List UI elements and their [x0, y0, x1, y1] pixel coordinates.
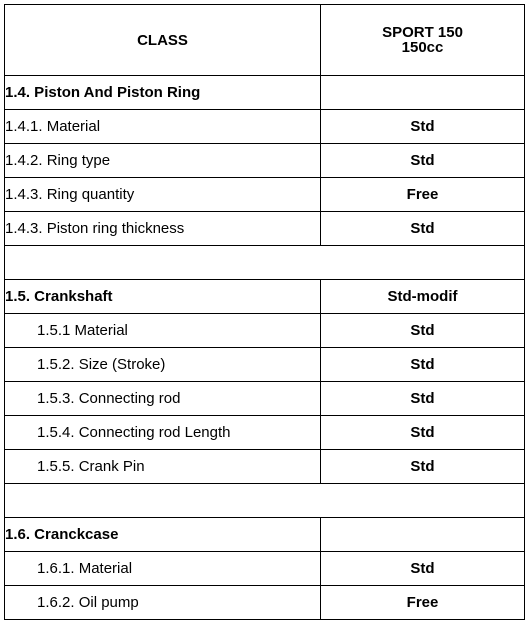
section-title: 1.6. Cranckcase	[5, 518, 321, 552]
section-title: 1.5. Crankshaft	[5, 280, 321, 314]
section-value	[321, 76, 525, 110]
item-value: Std	[321, 144, 525, 178]
header-row	[5, 5, 525, 76]
section-value	[321, 518, 525, 552]
item-value: Std	[321, 212, 525, 246]
model-cell	[321, 5, 525, 76]
section-row	[5, 518, 525, 552]
model-name: SPORT 150	[382, 24, 463, 41]
item-label: 1.5.5. Crank Pin	[5, 450, 321, 484]
spacer-cell	[5, 484, 525, 518]
table-row	[5, 314, 525, 348]
table-row	[5, 212, 525, 246]
section-title: 1.4. Piston And Piston Ring	[5, 76, 321, 110]
table-row	[5, 178, 525, 212]
spacer-row	[5, 484, 525, 518]
table-row	[5, 552, 525, 586]
section-row	[5, 76, 525, 110]
item-label: 1.6.2. Oil pump	[5, 586, 321, 620]
model-displacement: 150cc	[401, 39, 444, 56]
section-value: Std-modif	[321, 280, 525, 314]
item-label: 1.4.1. Material	[5, 110, 321, 144]
item-value: Free	[321, 178, 525, 212]
item-label: 1.4.3. Ring quantity	[5, 178, 321, 212]
spec-table	[4, 4, 525, 620]
item-value: Std	[321, 314, 525, 348]
item-label: 1.5.1 Material	[5, 314, 321, 348]
spacer-row	[5, 246, 525, 280]
table-row	[5, 586, 525, 620]
item-label: 1.5.2. Size (Stroke)	[5, 348, 321, 382]
class-label: CLASS	[5, 5, 321, 76]
table-row	[5, 348, 525, 382]
item-label: 1.5.3. Connecting rod	[5, 382, 321, 416]
item-label: 1.4.3. Piston ring thickness	[5, 212, 321, 246]
item-value: Free	[321, 586, 525, 620]
item-label: 1.5.4. Connecting rod Length	[5, 416, 321, 450]
section-row	[5, 280, 525, 314]
table-row	[5, 416, 525, 450]
item-value: Std	[321, 348, 525, 382]
item-value: Std	[321, 552, 525, 586]
item-label: 1.6.1. Material	[5, 552, 321, 586]
spacer-cell	[5, 246, 525, 280]
table-row	[5, 110, 525, 144]
table-row	[5, 450, 525, 484]
table-row	[5, 382, 525, 416]
item-value: Std	[321, 110, 525, 144]
item-value: Std	[321, 450, 525, 484]
item-label: 1.4.2. Ring type	[5, 144, 321, 178]
item-value: Std	[321, 382, 525, 416]
table-row	[5, 144, 525, 178]
item-value: Std	[321, 416, 525, 450]
